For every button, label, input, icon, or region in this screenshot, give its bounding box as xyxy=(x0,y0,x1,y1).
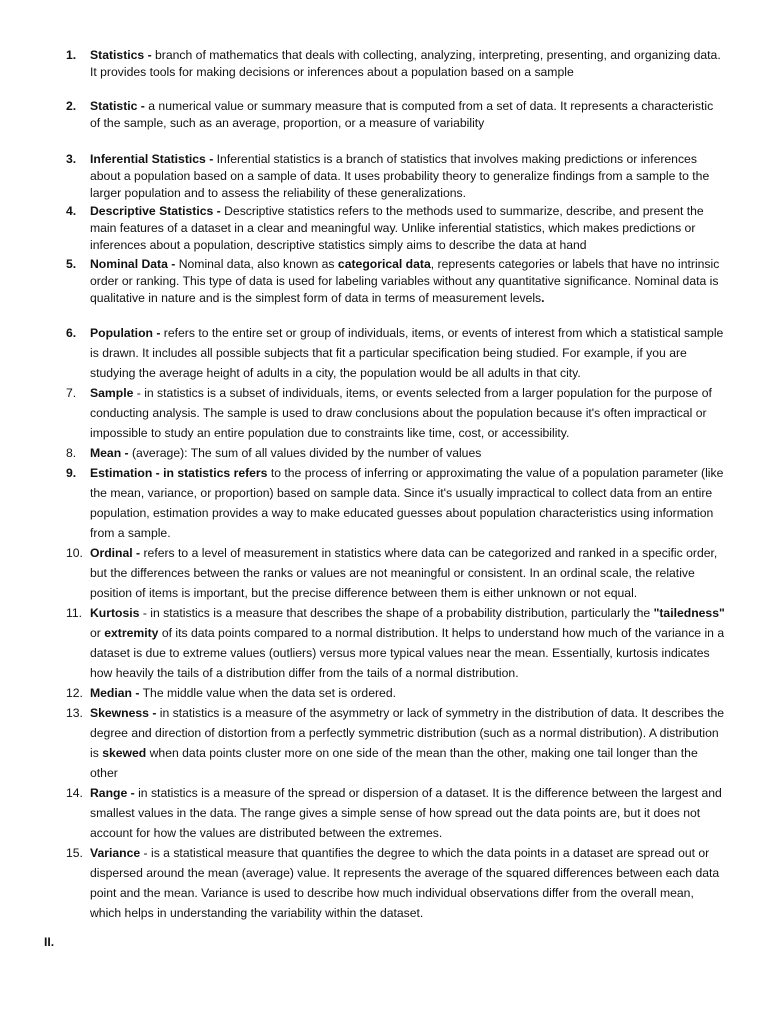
item-term: Population - xyxy=(90,326,161,340)
item-term: Ordinal - xyxy=(90,546,141,560)
item-text: to the process of inferring or approximating the value of a population parameter (like the mean, variance, or proportion) based on sample data. Since it's usually impractical to collect data from an entire population, estimation provides a way to make educated guesses about population characteristics using information from a sample. xyxy=(90,466,724,540)
item-end-period: . xyxy=(541,291,545,305)
list-item xyxy=(66,47,726,81)
item-text: when data points cluster more on one side of the mean than the other, making one tail longer than the other xyxy=(90,746,698,780)
item-bold-phrase: extremity xyxy=(104,626,159,640)
item-text: refers to the entire set or group of individuals, items, or events of interest from which a statistical sample is drawn. It includes all possible subjects that fit a particular specification being studied. For example, if you are studying the average height of adults in a city, the population would be all adults in that city. xyxy=(90,326,724,380)
list-item xyxy=(66,443,726,463)
list-item xyxy=(66,603,726,683)
list-item xyxy=(66,203,726,254)
item-term: Descriptive Statistics - xyxy=(90,204,221,218)
item-text: Descriptive statistics refers to the methods used to summarize, describe, and present the main features of a dataset in a clear and meaningful way. Unlike inferential statistics, which makes predictions or inferences about a population, descriptive statistics simply aims to describe the data at hand xyxy=(90,204,704,252)
item-number: 14. xyxy=(66,786,83,800)
item-number: 9. xyxy=(66,466,77,480)
item-bold-phrase: "tailedness" xyxy=(653,606,725,620)
item-text: The middle value when the data set is ordered. xyxy=(139,686,396,700)
item-text: refers to a level of measurement in statistics where data can be categorized and ranked in a specific order, but the differences between the ranks or values are not meaningful or consistent. In an ordinal scale, the relative position of items is important, but the precise difference between them is either unknown or not equal. xyxy=(90,546,718,600)
item-text: - in statistics is a measure that describes the shape of a probability distribution, particularly the xyxy=(139,606,654,620)
item-term: Skewness - xyxy=(90,706,157,720)
item-text: branch of mathematics that deals with collecting, analyzing, interpreting, presenting, and organizing data. It provides tools for making decisions or inferences about a population based on a sample xyxy=(90,48,721,79)
item-term: Median - xyxy=(90,686,140,700)
item-number: 5. xyxy=(66,257,77,271)
list-item xyxy=(66,98,726,132)
item-bold-phrase: categorical data xyxy=(337,257,431,271)
item-term: Statistics - xyxy=(90,48,152,62)
item-text: a numerical value or summary measure that is computed from a set of data. It represents a characteristic of the sample, such as an average, proportion, or a measure of variability xyxy=(90,99,714,130)
item-number: 2. xyxy=(66,99,77,113)
item-text: - in statistics is a subset of individuals, items, or events selected from a larger population for the purpose of conducting analysis. The sample is used to draw conclusions about the population because it's often impractical or impossible to study an entire population due to constraints like time, cost, or accessibility. xyxy=(90,386,712,440)
item-text: in statistics is a measure of the spread or dispersion of a dataset. It is the difference between the largest and smallest values in the data. The range gives a simple sense of how spread out the data points are, but it does not account for how the values are distributed between the extremes. xyxy=(90,786,722,840)
section-heading: II. xyxy=(44,935,55,949)
item-number: 15. xyxy=(66,846,83,860)
item-term: Estimation - in statistics refers xyxy=(90,466,268,480)
item-term: Nominal Data - xyxy=(90,257,176,271)
item-text: - is a statistical measure that quantifies the degree to which the data points in a dataset are spread out or dispersed around the mean (average) value. It represents the average of the squared differences between each data point and the mean. Variance is used to describe how much individual observations differ from the overall mean, which helps in understanding the variability within the dataset. xyxy=(90,846,720,920)
item-text: (average): The sum of all values divided by the number of values xyxy=(128,446,482,460)
item-number: 13. xyxy=(66,706,83,720)
item-text: of its data points compared to a normal distribution. It helps to understand how much of the variance in a dataset is due to extreme values (outliers) versus more typical values near the mean. Essentially, kurtosis indicates how heavily the tails of a distribution differ from the tails of a normal distribution. xyxy=(90,626,725,680)
list-item xyxy=(66,463,726,543)
item-term: Inferential Statistics - xyxy=(90,152,214,166)
item-term: Variance xyxy=(90,846,141,860)
item-number: 7. xyxy=(66,386,77,400)
item-number: 10. xyxy=(66,546,83,560)
item-term: Sample xyxy=(90,386,134,400)
item-text: , represents categories or labels that have no intrinsic order or ranking. This type of data is used for labeling variables without any quantitative significance. Nominal data is qualitative in nature and is the simplest form of data in terms of measurement levels xyxy=(90,257,720,305)
item-term: Mean - xyxy=(90,446,129,460)
list-item xyxy=(66,703,726,783)
item-number: 6. xyxy=(66,326,77,340)
list-item xyxy=(66,543,726,603)
list-item xyxy=(66,383,726,443)
item-term: Kurtosis xyxy=(90,606,140,620)
list-item xyxy=(66,151,726,202)
item-term: Range - xyxy=(90,786,135,800)
list-item xyxy=(66,783,726,843)
list-item xyxy=(66,683,726,703)
item-text: Inferential statistics is a branch of statistics that involves making predictions or inferences about a population based on a sample of data. It uses probability theory to generalize findings from a sample to the larger population and to assess the reliability of these generalizations. xyxy=(90,152,710,200)
item-number: 4. xyxy=(66,204,77,218)
list-item xyxy=(66,323,726,383)
item-term: Statistic - xyxy=(90,99,145,113)
item-text: in statistics is a measure of the asymmetry or lack of symmetry in the distribution of data. It describes the degree and direction of distortion from a perfectly symmetric distribution (such as a normal distribution). A distribution is xyxy=(90,706,725,760)
item-text: Nominal data, also known as xyxy=(175,257,338,271)
item-bold-phrase: skewed xyxy=(102,746,147,760)
item-number: 11. xyxy=(66,606,83,620)
list-item xyxy=(66,256,726,307)
item-number: 12. xyxy=(66,686,83,700)
list-item xyxy=(66,843,726,923)
item-text: or xyxy=(90,626,105,640)
item-number: 1. xyxy=(66,48,77,62)
item-number: 3. xyxy=(66,152,77,166)
item-number: 8. xyxy=(66,446,77,460)
